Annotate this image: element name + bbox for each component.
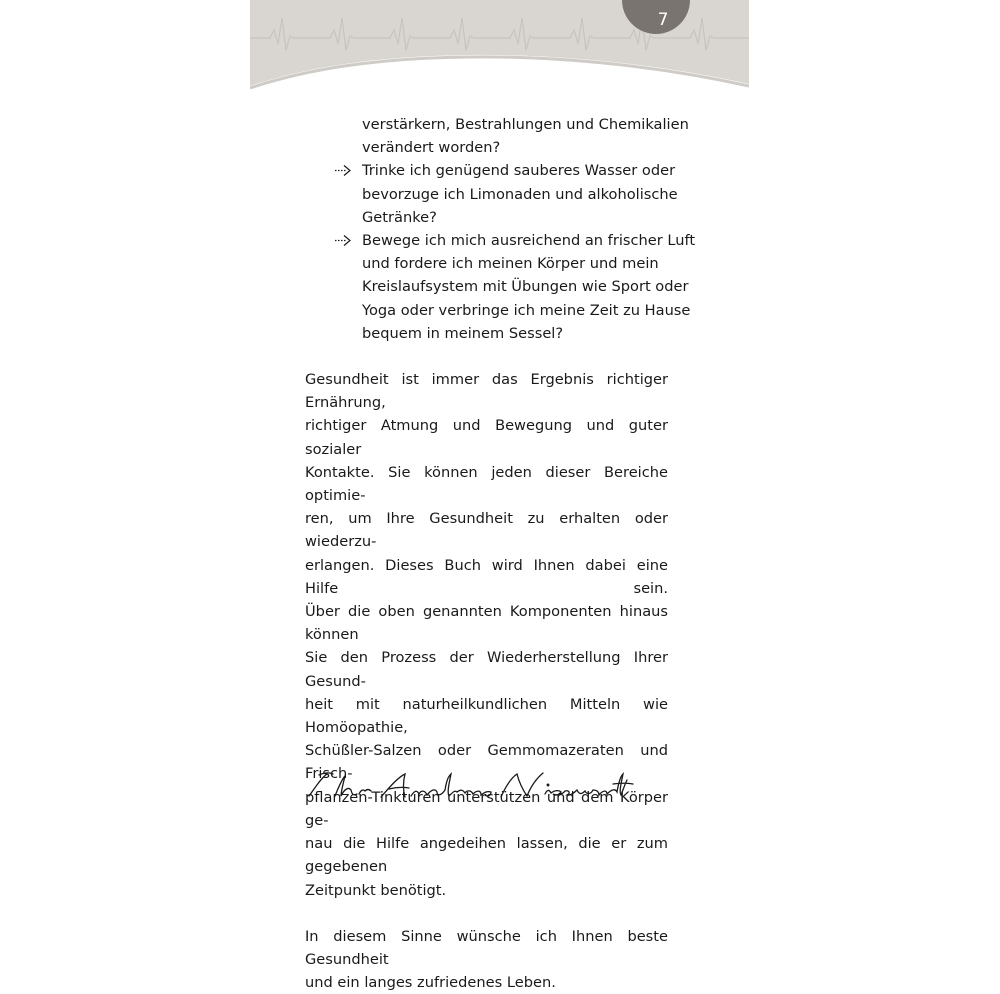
dotted-arrow-icon xyxy=(334,229,354,252)
paragraph-line: Über die oben genannten Komponenten hinaus können xyxy=(305,603,668,644)
closing-paragraph xyxy=(305,925,668,994)
list-item-line: Kreislaufsystem mit Übungen wie Sport oder xyxy=(362,278,689,296)
paragraph-line: erlangen. Dieses Buch wird Ihnen dabei eine Hilfe sein. xyxy=(305,556,668,597)
book-page xyxy=(250,0,749,992)
paragraph-line: heit mit naturheilkundlichen Mitteln wie Homöopathie, xyxy=(305,695,668,737)
list-item-line: und fordere ich meinen Körper und mein xyxy=(362,255,659,273)
paragraph-line: und ein langes zufriedenes Leben. xyxy=(305,974,556,992)
list-item xyxy=(362,229,696,345)
paragraph-line: Kontakte. Sie können jeden dieser Bereiche optimie- xyxy=(305,463,668,505)
list-item-line: Yoga oder verbringe ich meine Zeit zu Hause xyxy=(362,301,691,319)
paragraph-line: In diesem Sinne wünsche ich Ihnen beste Gesundheit xyxy=(305,927,668,968)
signature-image xyxy=(305,770,635,800)
list-item-line: Getränke? xyxy=(362,208,437,226)
list-item-line: Trinke ich genügend sauberes Wasser oder xyxy=(362,162,676,180)
paragraph-line: Gesundheit ist immer das Ergebnis richtiger Ernährung, xyxy=(305,371,668,412)
paragraph-line: pflanzen-Tinkturen unterstützen und dem Körper ge- xyxy=(305,788,668,829)
paragraph-line: nau die Hilfe angedeihen lassen, die er zum gegebenen xyxy=(305,835,668,876)
dotted-arrow-icon xyxy=(334,159,354,182)
bullet-list xyxy=(362,113,696,345)
list-item-line: bevorzuge ich Limonaden und alkoholische xyxy=(362,185,678,203)
body-paragraph xyxy=(305,368,668,902)
list-item-line: Bewege ich mich ausreichend an frischer Luft xyxy=(362,232,696,250)
paragraph-line: Sie den Prozess der Wiederherstellung Ihrer Gesund- xyxy=(305,649,668,690)
continuation-line: verstärkern, Bestrahlungen und Chemikalien xyxy=(362,116,689,133)
paragraph-line: richtiger Atmung und Bewegung und guter sozialer xyxy=(305,417,668,458)
list-item xyxy=(362,159,678,229)
paragraph-line: Schüßler-Salzen oder Gemmomazeraten und Frisch- xyxy=(305,742,668,783)
list-item-line: bequem in meinem Sessel? xyxy=(362,324,564,342)
paragraph-line: ren, um Ihre Gesundheit zu erhalten oder wiederzu- xyxy=(305,510,668,551)
continuation-line: verändert worden? xyxy=(362,139,501,157)
page-header xyxy=(250,0,749,90)
page-content xyxy=(305,113,696,994)
paragraph-line: Zeitpunkt benötigt. xyxy=(305,881,447,899)
page-number: 7 xyxy=(657,10,669,30)
